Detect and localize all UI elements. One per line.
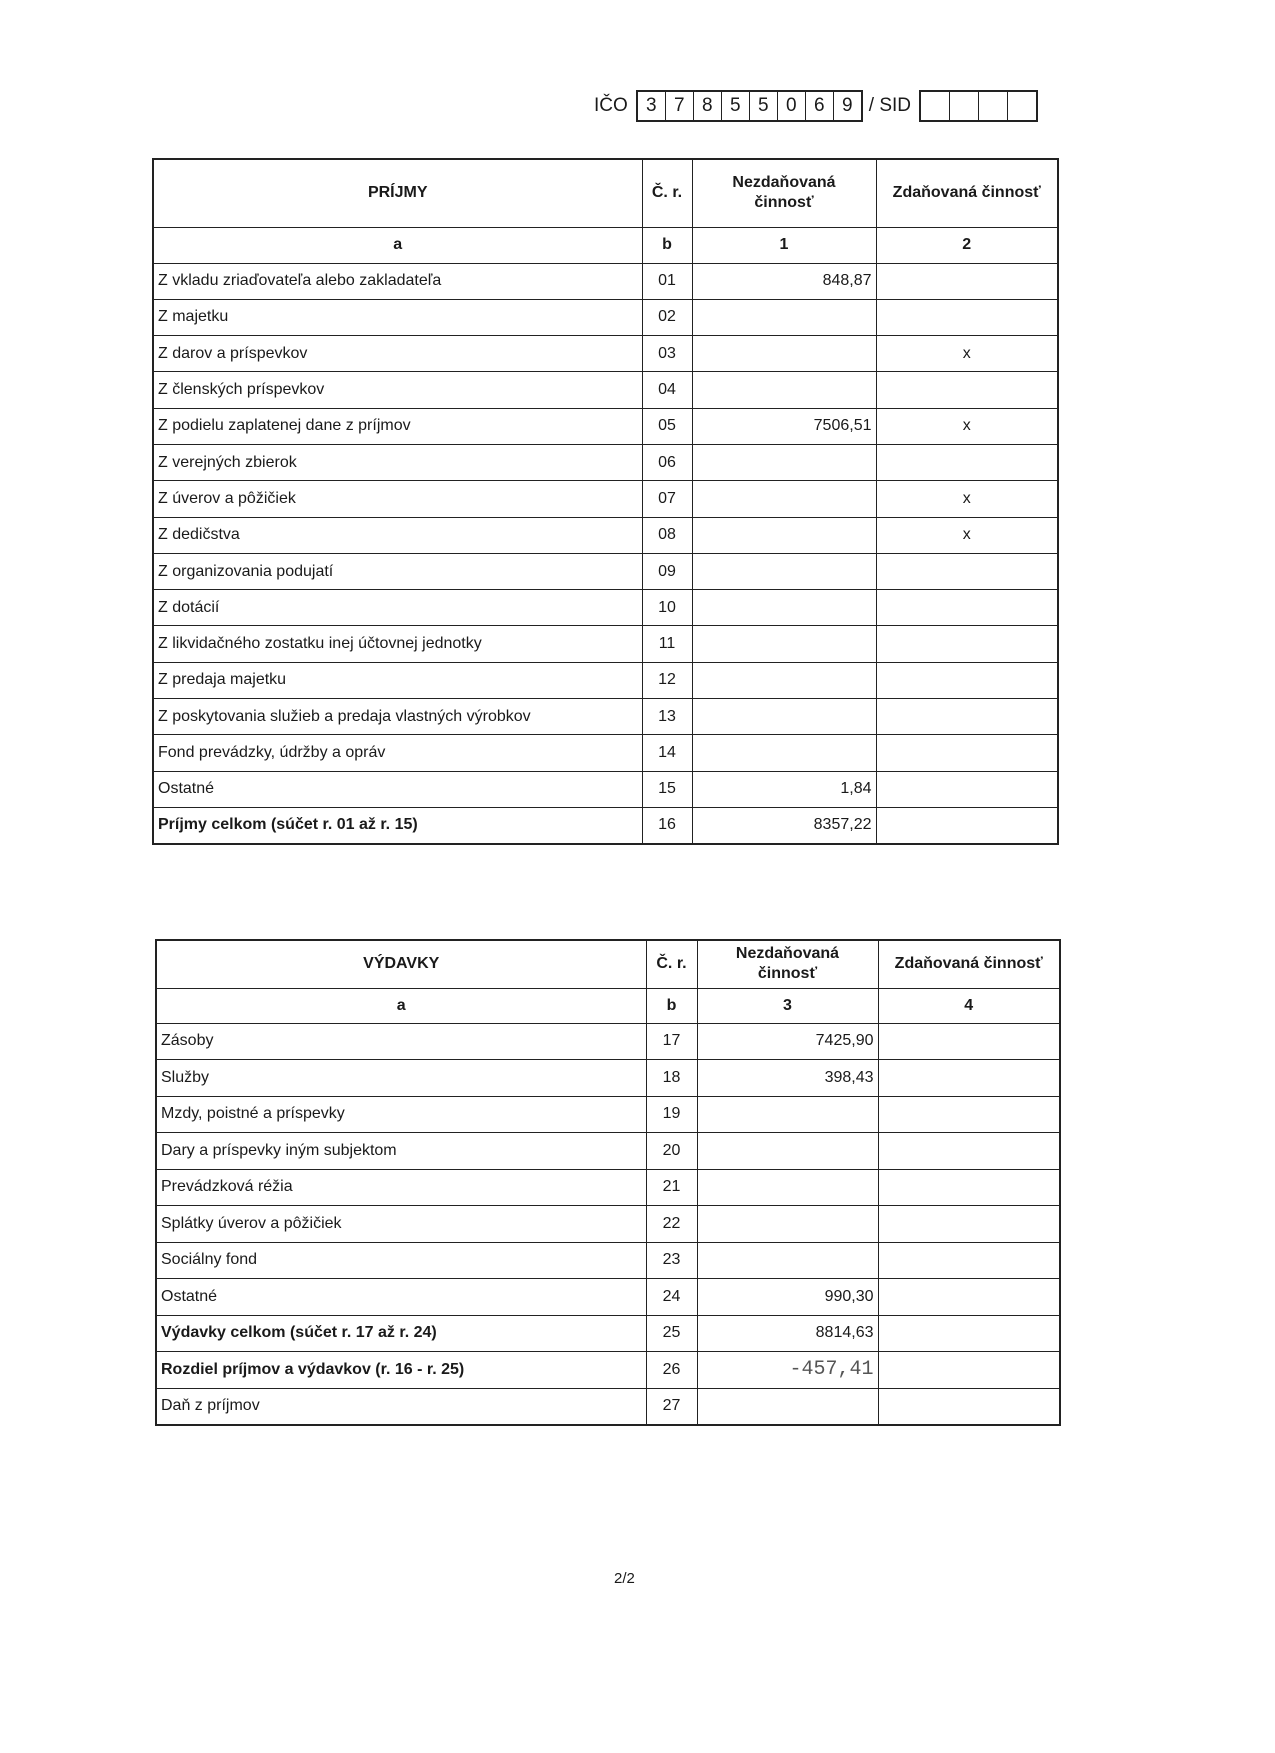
- table-row: [153, 662, 1058, 698]
- value-taxed: [878, 1242, 1060, 1279]
- col-header-nontaxed: [697, 940, 878, 988]
- row-label: Z úverov a pôžičiek: [153, 481, 642, 517]
- row-label: Z vkladu zriaďovateľa alebo zakladateľa: [153, 263, 642, 299]
- value-taxed: [878, 1279, 1060, 1316]
- row-number: 16: [642, 807, 692, 843]
- row-label: Ostatné: [156, 1279, 646, 1316]
- col-header-label: PRÍJMY: [153, 159, 642, 227]
- value-taxed: x: [876, 517, 1058, 553]
- row-label: Z podielu zaplatenej dane z príjmov: [153, 408, 642, 444]
- table-row: [153, 408, 1058, 444]
- sid-digit: [979, 92, 1008, 120]
- table-row: [153, 699, 1058, 735]
- value-nontaxed: 1,84: [692, 771, 876, 807]
- value-taxed: [878, 1060, 1060, 1097]
- row-number: 07: [642, 481, 692, 517]
- col-header-taxed: Zdaňovaná činnosť: [878, 940, 1060, 988]
- row-number: 19: [646, 1096, 697, 1133]
- row-label: Z poskytovania služieb a predaja vlastných výrobkov: [153, 699, 642, 735]
- col-header-nontaxed-text: Nezdaňovaná činnosť: [735, 945, 840, 983]
- table-row: [153, 771, 1058, 807]
- value-taxed: [878, 1315, 1060, 1352]
- row-number: 20: [646, 1133, 697, 1170]
- ico-digit: 8: [694, 92, 722, 120]
- value-nontaxed: 7506,51: [692, 408, 876, 444]
- value-taxed: [876, 590, 1058, 626]
- table-row: [156, 1133, 1060, 1170]
- table-row: [153, 336, 1058, 372]
- value-nontaxed: 8357,22: [692, 807, 876, 843]
- value-nontaxed: 7425,90: [697, 1023, 878, 1060]
- row-label: Z predaja majetku: [153, 662, 642, 698]
- row-number: 01: [642, 263, 692, 299]
- ico-label: IČO: [594, 95, 628, 116]
- row-number: 04: [642, 372, 692, 408]
- row-number: 06: [642, 444, 692, 480]
- row-label: Z dotácií: [153, 590, 642, 626]
- row-label: Z likvidačného zostatku inej účtovnej jednotky: [153, 626, 642, 662]
- row-number: 22: [646, 1206, 697, 1243]
- table-row: [156, 1242, 1060, 1279]
- col-header-label: VÝDAVKY: [156, 940, 646, 988]
- value-nontaxed: 8814,63: [697, 1315, 878, 1352]
- row-number: 13: [642, 699, 692, 735]
- income-header-row: [153, 159, 1058, 227]
- row-label: Splátky úverov a pôžičiek: [156, 1206, 646, 1243]
- value-nontaxed: [692, 553, 876, 589]
- row-label: Daň z príjmov: [156, 1388, 646, 1425]
- sid-label: / SID: [868, 95, 912, 116]
- subheader-b: b: [642, 227, 692, 263]
- income-rows: [153, 263, 1058, 844]
- table-row: [153, 263, 1058, 299]
- sid-digit: [950, 92, 979, 120]
- value-taxed: [878, 1133, 1060, 1170]
- row-number: 27: [646, 1388, 697, 1425]
- expenses-header-row: [156, 940, 1060, 988]
- table-row: [156, 1279, 1060, 1316]
- value-nontaxed: [697, 1096, 878, 1133]
- row-label: Fond prevádzky, údržby a opráv: [153, 735, 642, 771]
- row-number: 18: [646, 1060, 697, 1097]
- value-taxed: [876, 807, 1058, 843]
- row-label: Prevádzková réžia: [156, 1169, 646, 1206]
- row-number: 26: [646, 1352, 697, 1389]
- value-taxed: [876, 553, 1058, 589]
- row-number: 10: [642, 590, 692, 626]
- table-row: [153, 590, 1058, 626]
- table-row: [153, 807, 1058, 843]
- value-nontaxed: 990,30: [697, 1279, 878, 1316]
- subheader-2: 2: [876, 227, 1058, 263]
- value-taxed: [878, 1352, 1060, 1389]
- value-taxed: [876, 372, 1058, 408]
- value-nontaxed: [692, 336, 876, 372]
- value-nontaxed: [692, 735, 876, 771]
- value-taxed: [876, 263, 1058, 299]
- income-table: [152, 158, 1059, 845]
- row-number: 08: [642, 517, 692, 553]
- table-row: [153, 372, 1058, 408]
- row-label: Rozdiel príjmov a výdavkov (r. 16 - r. 25): [156, 1352, 646, 1389]
- col-header-row-number: Č. r.: [646, 940, 697, 988]
- row-number: 05: [642, 408, 692, 444]
- subheader-b: b: [646, 988, 697, 1023]
- table-row: [156, 1096, 1060, 1133]
- value-nontaxed: 398,43: [697, 1060, 878, 1097]
- row-label: Z organizovania podujatí: [153, 553, 642, 589]
- value-taxed: x: [876, 481, 1058, 517]
- value-taxed: [878, 1096, 1060, 1133]
- value-taxed: x: [876, 408, 1058, 444]
- row-number: 21: [646, 1169, 697, 1206]
- row-label: Z darov a príspevkov: [153, 336, 642, 372]
- ico-digit: 7: [666, 92, 694, 120]
- value-taxed: [876, 771, 1058, 807]
- value-nontaxed: [692, 299, 876, 335]
- table-row: [156, 1023, 1060, 1060]
- value-taxed: [876, 444, 1058, 480]
- value-nontaxed: [692, 444, 876, 480]
- income-subheader-row: [153, 227, 1058, 263]
- table-row: [153, 626, 1058, 662]
- subheader-3: 3: [697, 988, 878, 1023]
- ico-digit: 5: [722, 92, 750, 120]
- row-number: 25: [646, 1315, 697, 1352]
- row-number: 24: [646, 1279, 697, 1316]
- row-label: Ostatné: [153, 771, 642, 807]
- ico-digit: 6: [806, 92, 834, 120]
- value-nontaxed: [692, 481, 876, 517]
- table-row: [156, 1388, 1060, 1425]
- row-label: Dary a príspevky iným subjektom: [156, 1133, 646, 1170]
- table-row: [153, 444, 1058, 480]
- subheader-a: a: [156, 988, 646, 1023]
- value-taxed: [878, 1388, 1060, 1425]
- value-nontaxed: [697, 1133, 878, 1170]
- sid-digit-boxes: [919, 90, 1038, 122]
- col-header-nontaxed-text: Nezdaňovaná činnosť: [732, 174, 836, 212]
- sid-digit: [1008, 92, 1036, 120]
- row-number: 11: [642, 626, 692, 662]
- table-row: [156, 1315, 1060, 1352]
- value-nontaxed: [692, 626, 876, 662]
- ico-field: [594, 90, 1038, 122]
- row-label: Z dedičstva: [153, 517, 642, 553]
- col-header-row-number: Č. r.: [642, 159, 692, 227]
- value-nontaxed: [692, 662, 876, 698]
- value-nontaxed: [697, 1169, 878, 1206]
- value-taxed: [876, 735, 1058, 771]
- row-number: 17: [646, 1023, 697, 1060]
- subheader-4: 4: [878, 988, 1060, 1023]
- page-number: 2/2: [614, 1570, 635, 1587]
- ico-digit-boxes: [636, 90, 863, 122]
- value-nontaxed: [697, 1206, 878, 1243]
- row-number: 23: [646, 1242, 697, 1279]
- ico-digit: 9: [841, 95, 853, 116]
- subheader-a: a: [153, 227, 642, 263]
- table-row: [153, 553, 1058, 589]
- row-label: Z majetku: [153, 299, 642, 335]
- table-row: [156, 1169, 1060, 1206]
- row-label: Sociálny fond: [156, 1242, 646, 1279]
- value-nontaxed: -457,41: [697, 1352, 878, 1389]
- row-label: Príjmy celkom (súčet r. 01 až r. 15): [153, 807, 642, 843]
- row-label: Z verejných zbierok: [153, 444, 642, 480]
- row-number: 14: [642, 735, 692, 771]
- value-taxed: [876, 299, 1058, 335]
- value-nontaxed: [692, 590, 876, 626]
- value-taxed: [878, 1169, 1060, 1206]
- ico-digit: 3: [638, 92, 666, 120]
- row-number: 03: [642, 336, 692, 372]
- col-header-taxed: Zdaňovaná činnosť: [876, 159, 1058, 227]
- value-nontaxed: 848,87: [692, 263, 876, 299]
- row-number: 12: [642, 662, 692, 698]
- table-row: [156, 1060, 1060, 1097]
- row-number: 02: [642, 299, 692, 335]
- row-number: 09: [642, 553, 692, 589]
- value-taxed: [878, 1023, 1060, 1060]
- value-taxed: [876, 699, 1058, 735]
- table-row: [153, 517, 1058, 553]
- value-taxed: [876, 662, 1058, 698]
- col-header-nontaxed: [692, 159, 876, 227]
- ico-digit: 5: [750, 92, 778, 120]
- row-label: Mzdy, poistné a príspevky: [156, 1096, 646, 1133]
- value-nontaxed: [692, 517, 876, 553]
- table-row: [156, 1206, 1060, 1243]
- table-row: [153, 299, 1058, 335]
- expenses-rows: [156, 1023, 1060, 1425]
- sid-digit: [921, 92, 950, 120]
- row-number: 15: [642, 771, 692, 807]
- value-nontaxed: [697, 1242, 878, 1279]
- value-taxed: [878, 1206, 1060, 1243]
- subheader-1: 1: [692, 227, 876, 263]
- row-label: Služby: [156, 1060, 646, 1097]
- value-nontaxed: [692, 699, 876, 735]
- expenses-subheader-row: [156, 988, 1060, 1023]
- row-label: Zásoby: [156, 1023, 646, 1060]
- row-label: Z členských príspevkov: [153, 372, 642, 408]
- table-row: [153, 735, 1058, 771]
- value-nontaxed: [692, 372, 876, 408]
- row-label: Výdavky celkom (súčet r. 17 až r. 24): [156, 1315, 646, 1352]
- ico-digit: 0: [778, 92, 806, 120]
- table-row: [153, 481, 1058, 517]
- value-taxed: x: [876, 336, 1058, 372]
- expenses-table: [155, 939, 1061, 1426]
- value-nontaxed: [697, 1388, 878, 1425]
- table-row: [156, 1352, 1060, 1389]
- value-taxed: [876, 626, 1058, 662]
